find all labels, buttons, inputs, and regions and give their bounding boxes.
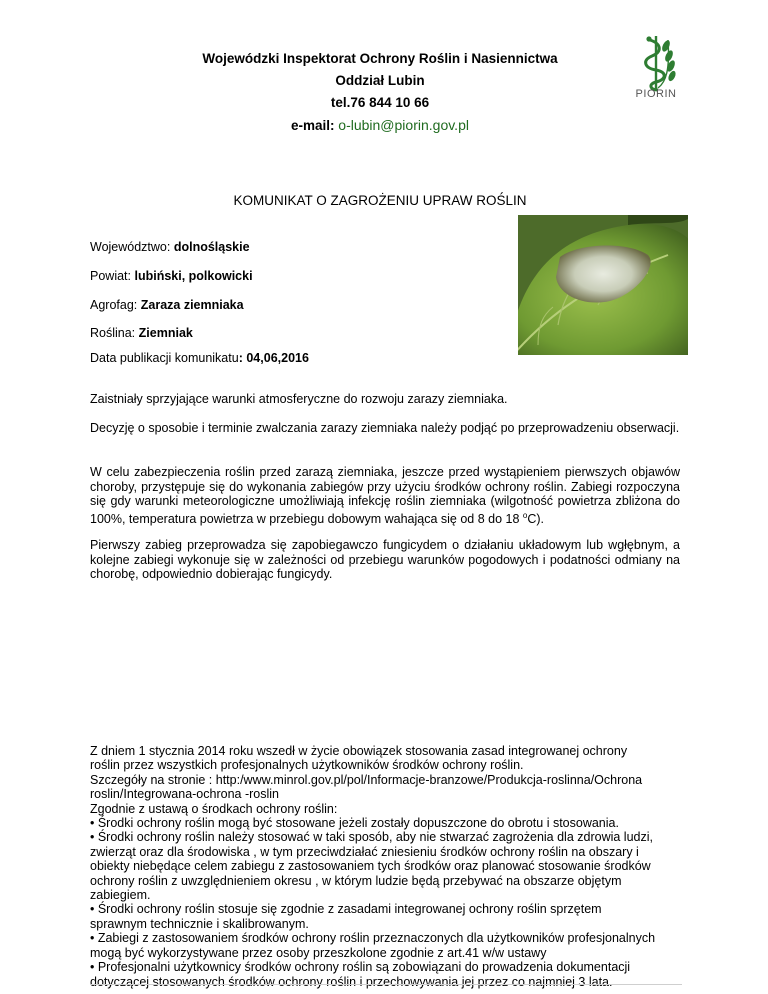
paragraph-3-degree: o <box>522 510 528 520</box>
meta-roslina-label: Roślina: <box>90 326 136 340</box>
legal-line: Szczegóły na stronie : http:/www.minrol.gov.pl/pol/Informacje-branzowe/Produkcja-roslinna/Ochrona <box>90 772 643 787</box>
header-email <box>120 114 640 137</box>
header <box>120 48 640 137</box>
meta-data-colon: : <box>238 351 243 365</box>
document-title: KOMUNIKAT O ZAGROŻENIU UPRAW ROŚLIN <box>233 193 527 208</box>
paragraph-3-main: W celu zabezpieczenia roślin przed zarazą ziemniaka, jeszcze przed wystąpieniem pierwszych objawów choroby, przystępuje się do wykonania zabiegów przy użyciu środków ochrony roślin. Zabiegi rozpoczyna się gdy warunki meteorologiczne umożliwiają infekcję roślin ziemniaka (wilgotność powietrza zbliżona do 100%, temperatura powietrza w przebiegu dobowym wahająca się od 8 do 18 <box>90 465 680 526</box>
email-link[interactable]: o-lubin@piorin.gov.pl <box>338 117 469 133</box>
legal-line: roslin/Integrowana-ochrona -roslin <box>90 787 279 802</box>
legal-line: Zgodnie z ustawą o środkach ochrony roślin: <box>90 801 338 816</box>
legal-line: • Środki ochrony roślin mogą być stosowane jeżeli zostały dopuszczone do obrotu i stosowania. <box>90 816 619 831</box>
legal-line: • Środki ochrony roślin stosuje się zgodnie z zasadami integrowanej ochrony roślin sprzętem <box>90 902 602 917</box>
email-label: e-mail: <box>291 118 335 133</box>
meta-roslina <box>90 326 193 340</box>
meta-agrofag-value: Zaraza ziemniaka <box>140 298 244 312</box>
legal-line: • Środki ochrony roślin należy stosować w taki sposób, aby nie stwarzać zagrożenia dla zdrowia ludzi, <box>90 830 653 845</box>
meta-wojewodztwo-value: dolnośląskie <box>173 240 250 254</box>
meta-powiat <box>90 269 253 283</box>
legal-line: roślin przez wszystkich profesjonalnych użytkowników środków ochrony roślin. <box>90 758 524 773</box>
paragraph-3-end: C). <box>527 511 545 526</box>
meta-wojewodztwo <box>90 240 250 254</box>
header-institution: Wojewódzki Inspektorat Ochrony Roślin i Nasiennictwa <box>202 51 558 66</box>
meta-agrofag-label: Agrofag: <box>90 298 138 312</box>
legal-line: • Profesjonalni użytkownicy środków ochrony roślin są zobowiązani do prowadzenia dokumentacji <box>90 960 631 975</box>
meta-roslina-value: Ziemniak <box>138 326 193 340</box>
meta-powiat-value: lubiński, polkowicki <box>134 269 253 283</box>
legal-line: mogą być wykorzystywane przez osoby przeszkolone zgodnie z art.41 w/w ustawy <box>90 945 547 960</box>
header-branch: Oddział Lubin <box>335 73 425 88</box>
legal-line: zabiegiem. <box>90 888 151 903</box>
legal-line: Z dniem 1 stycznia 2014 roku wszedł w życie obowiązek stosowania zasad integrowanej ochrony <box>90 744 628 758</box>
meta-data-publikacji <box>90 351 309 365</box>
paragraph-1: Zaistniały sprzyjające warunki atmosferyczne do rozwoju zarazy ziemniaka. <box>90 392 508 406</box>
header-phone: tel.76 844 10 66 <box>330 95 430 110</box>
meta-powiat-label: Powiat: <box>90 269 131 283</box>
footer-divider <box>90 984 682 985</box>
legal-line: dotyczącej stosowanych środków ochrony roślin i przechowywania jej przez co najmniej 3 lata. <box>90 974 613 989</box>
paragraph-4: Pierwszy zabieg przeprowadza się zapobiegawczo fungicydem o działaniu układowym lub wgłębnym, a kolejne zabiegi wykonuje się w zależności od przebiegu warunków pogodowych i podatności odmiany na chorobę, odpowiednio dobierając fungicydy. <box>90 538 680 581</box>
paragraph-3 <box>90 465 680 526</box>
legal-line: sprawnym technicznie i skalibrowanym. <box>90 916 309 931</box>
legal-line: ochrony roślin z uwzględnieniem okresu , w którym ludzie będą przebywać na obszarze objętym <box>90 873 622 888</box>
meta-wojewodztwo-label: Województwo: <box>90 240 171 254</box>
legal-line: obiekty niebędące celem zabiegu z zastosowaniem tych środków oraz planować stosowanie środków <box>90 859 651 874</box>
potato-leaf-blight-photo <box>518 215 688 355</box>
legal-notice <box>90 744 690 989</box>
legal-line: • Zabiegi z zastosowaniem środków ochrony roślin przeznaczonych dla użytkowników profesjonalnych <box>90 931 656 946</box>
legal-line: zwierząt oraz dla środowiska , w tym przeciwdziałać zniesieniu środków ochrony roślin na obszary i <box>90 844 639 859</box>
meta-data-label: Data publikacji komunikatu <box>90 351 239 365</box>
logo-text: PIORIN <box>635 88 677 100</box>
meta-data-value: 04,06,2016 <box>246 351 309 365</box>
meta-agrofag <box>90 298 244 312</box>
paragraph-2: Decyzję o sposobie i terminie zwalczania zarazy ziemniaka należy podjąć po przeprowadzeniu obserwacji. <box>90 421 680 435</box>
